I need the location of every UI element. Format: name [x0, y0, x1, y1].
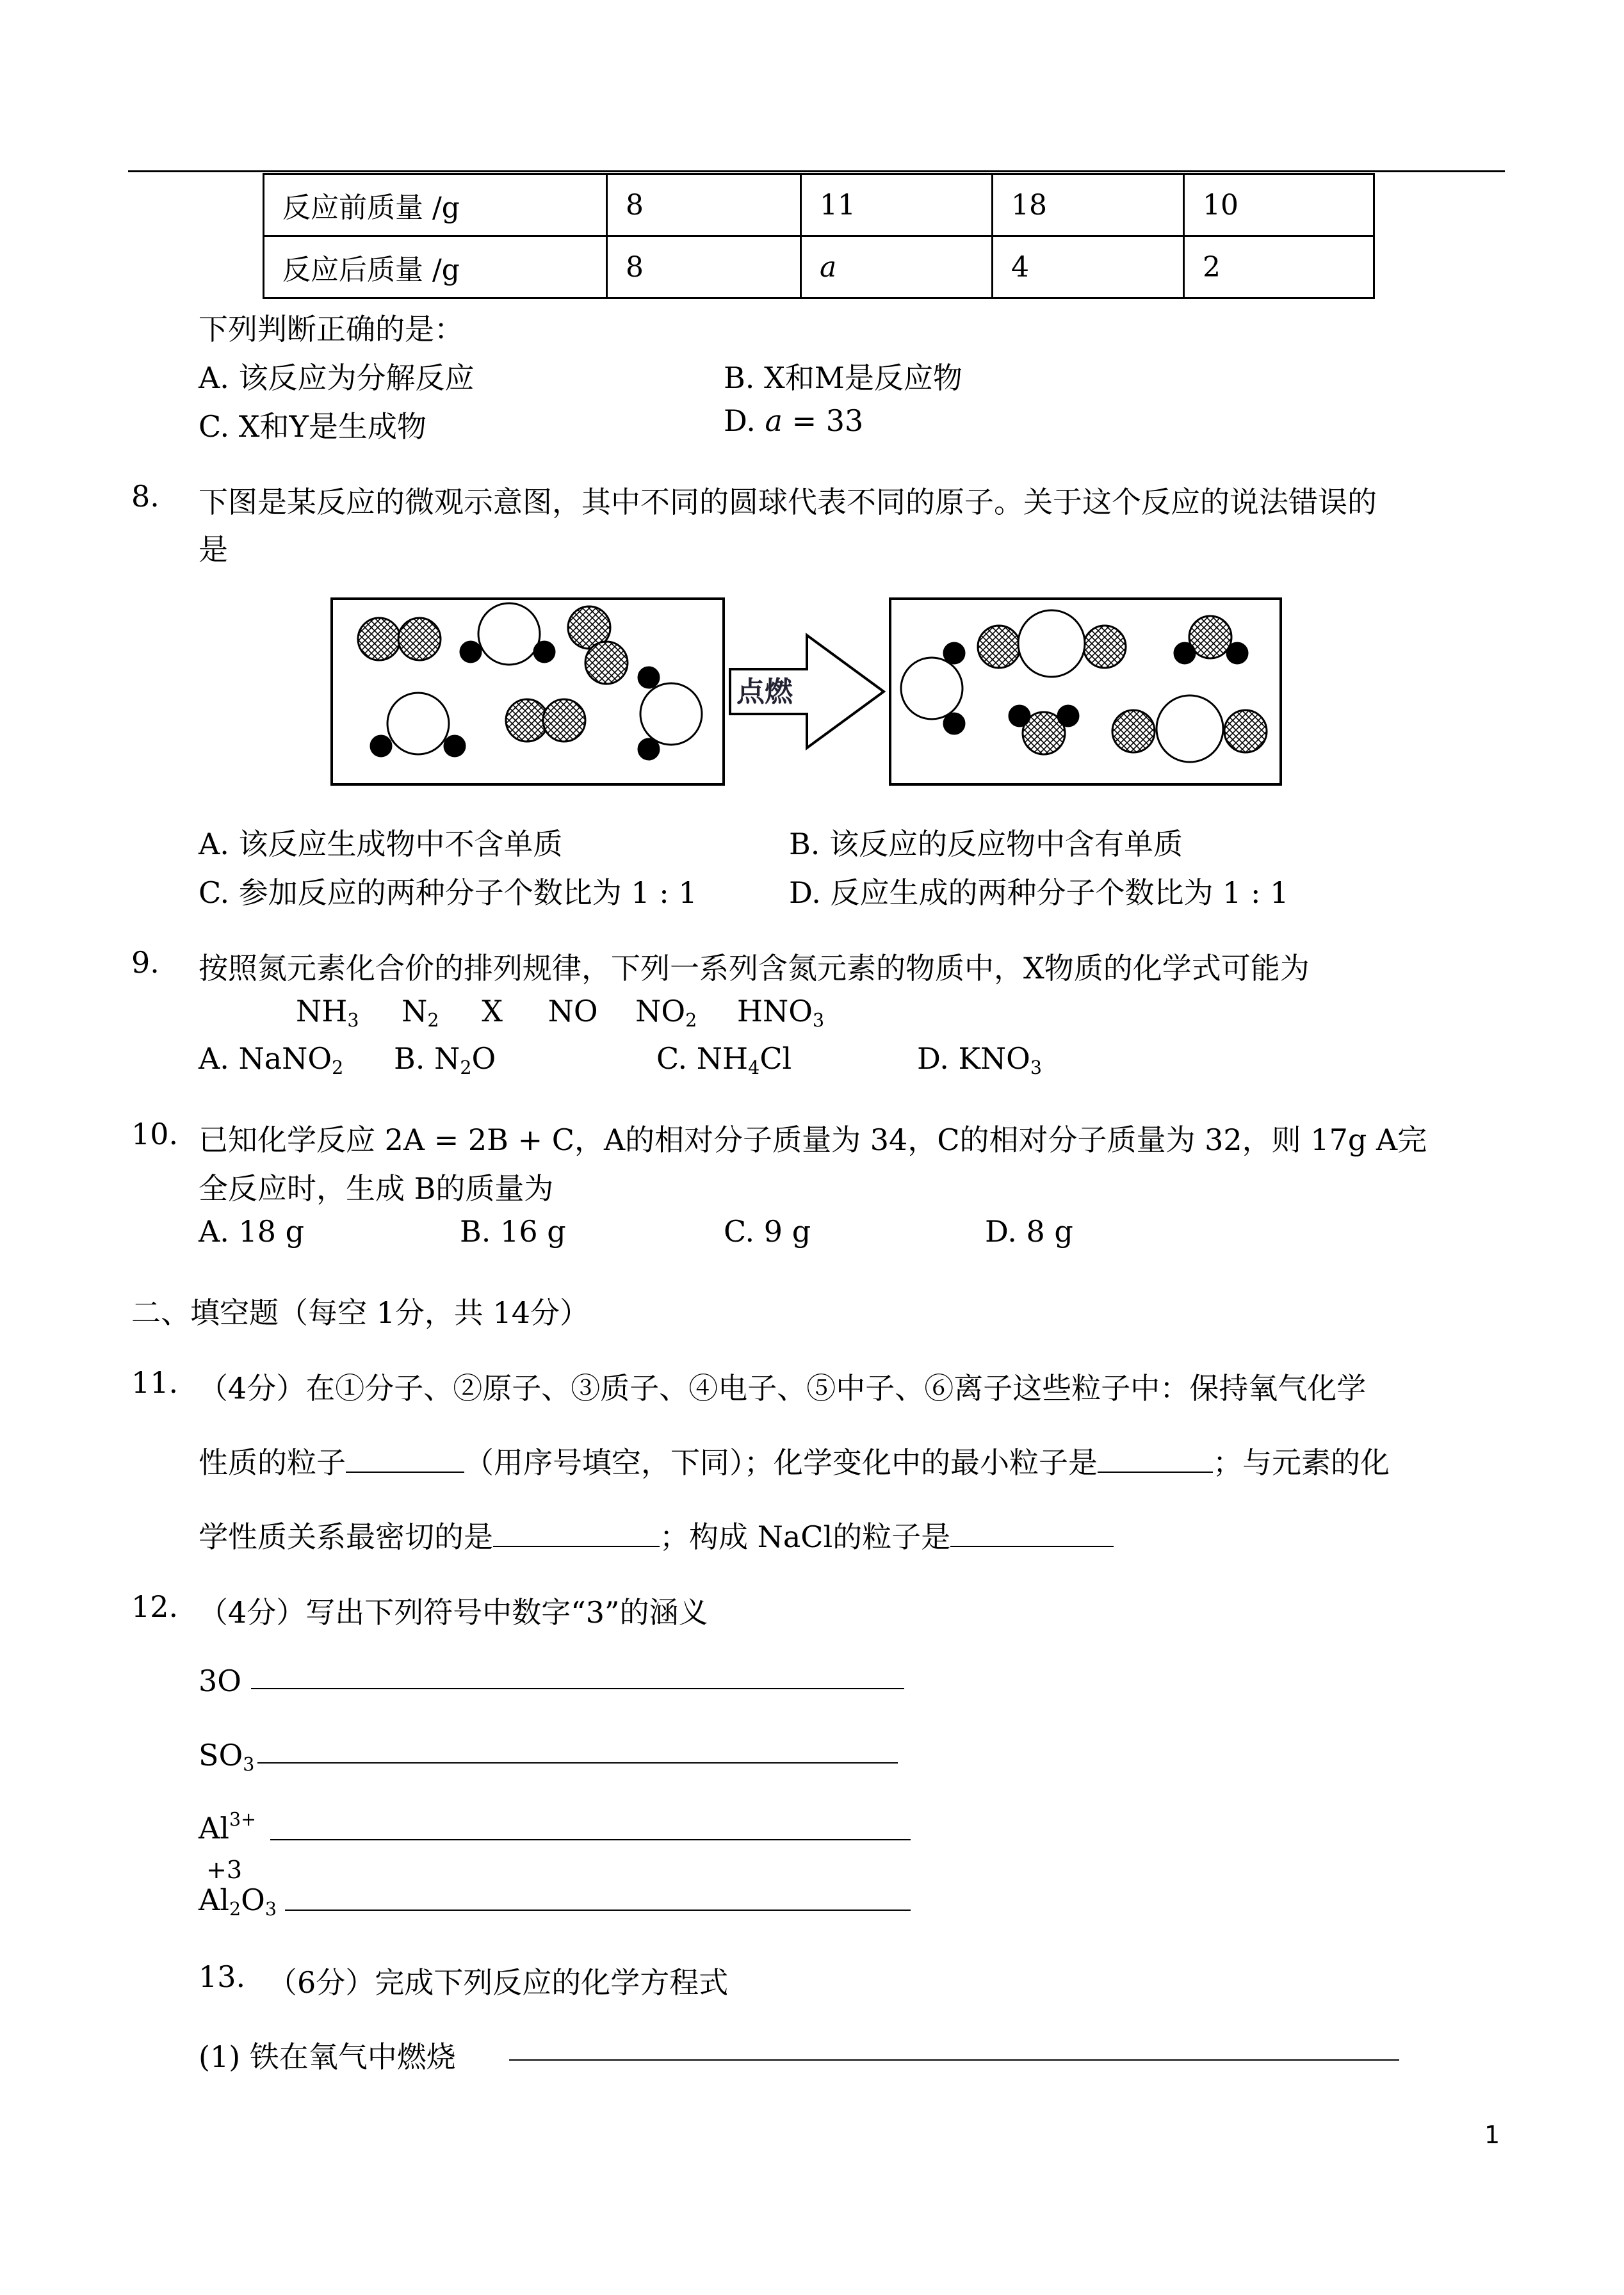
answer-blank-4[interactable] [950, 1523, 1114, 1547]
table-row [264, 236, 1374, 298]
q8-option-c: C. 参加反应的两种分子个数比为 1 : 1 [199, 875, 697, 910]
q12-text: （4分）写出下列符号中数字“3”的涵义 [199, 1595, 708, 1630]
q11-line3-part2: ；构成 NaCl的粒子是 [660, 1520, 951, 1554]
q7-option-d [724, 403, 863, 438]
answer-blank-2[interactable] [1098, 1448, 1213, 1473]
q10-text-line2: 全反应时，生成 B的质量为 [199, 1171, 554, 1206]
valence-mark: +3 [206, 1856, 243, 1884]
answer-line-al2o3[interactable] [285, 1886, 911, 1911]
table-cell: 4 [993, 236, 1184, 298]
q7-option-d-rest: = 33 [792, 403, 864, 438]
q9-option-a: A. NaNO$_2$ [199, 1041, 344, 1078]
q7-option-c: C. X和Y是生成物 [199, 409, 426, 444]
q7-option-d-var: a [765, 403, 783, 438]
symbol-al3plus: $Al^{3+}$ [199, 1809, 256, 1845]
table-cell: 11 [801, 174, 993, 236]
answer-line-so3[interactable] [257, 1739, 898, 1764]
q9-option-b: B. $N_2O$ [394, 1041, 496, 1078]
table-cell: a [801, 236, 993, 298]
symbol-3o: 3O [199, 1664, 241, 1698]
q11-line3-part1: 学性质关系最密切的是 [199, 1520, 493, 1554]
table-cell: 8 [607, 236, 801, 298]
q9-series [296, 994, 825, 1031]
mass-table [263, 173, 1375, 299]
page-number: 1 [1484, 2121, 1500, 2149]
symbol-so3: $SO_3$ [199, 1738, 255, 1775]
q7-option-b: B. X和M是反应物 [724, 361, 962, 395]
q11-text-line1: （4分）在①分子、②原子、③质子、④电子、⑤中子、⑥离子这些粒子中：保持氧气化学 [199, 1371, 1367, 1406]
q11-text-line3 [199, 1514, 1114, 1556]
q10-option-c: C. 9 g [724, 1214, 811, 1249]
table-cell: 2 [1184, 236, 1374, 298]
formula-n2: $N_2$ [402, 994, 439, 1031]
q10-option-a: A. 18 g [199, 1214, 305, 1249]
table-row [264, 174, 1374, 236]
answer-blank-1[interactable] [346, 1448, 464, 1473]
q8-text-line2: 是 [199, 532, 228, 567]
formula-no2: $NO_2$ [635, 994, 697, 1031]
table-cell: 18 [993, 174, 1184, 236]
q13-text: （6分）完成下列反应的化学方程式 [268, 1965, 729, 2000]
table-cell: 10 [1184, 174, 1374, 236]
q7-prompt: 下列判断正确的是： [199, 312, 464, 346]
q9-number: 9. [131, 945, 159, 980]
q10-option-d: D. 8 g [985, 1214, 1073, 1249]
formula-hno3: $HNO_3$ [736, 994, 825, 1031]
formula-x: X [482, 994, 503, 1028]
answer-line-q13-1[interactable] [509, 2036, 1399, 2061]
q9-option-d: D. $KNO_3$ [917, 1041, 1042, 1078]
table-cell: 反应后质量 /g [264, 236, 607, 298]
q11-line2-part1: 性质的粒子 [199, 1445, 346, 1480]
q11-number: 11. [131, 1365, 179, 1400]
q8-option-a: A. 该反应生成物中不含单质 [199, 827, 563, 861]
q13-item-1: (1) 铁在氧气中燃烧 [199, 2040, 456, 2074]
section-title: 二、填空题（每空 1分，共 14分） [131, 1295, 590, 1330]
q7-option-d-prefix: D. [724, 403, 756, 438]
reaction-diagram [320, 589, 1294, 794]
answer-blank-3[interactable] [493, 1523, 660, 1547]
q13-number: 13. [199, 1959, 246, 1994]
q11-line2-part3: ；与元素的化 [1213, 1445, 1390, 1480]
table-cell: 8 [607, 174, 801, 236]
q9-text: 按照氮元素化合价的排列规律，下列一系列含氮元素的物质中，X物质的化学式可能为 [199, 951, 1310, 985]
q12-number: 12. [131, 1589, 179, 1624]
q11-text-line2 [199, 1439, 1390, 1482]
q10-number: 10. [131, 1117, 179, 1151]
q11-line2-part2: （用序号填空，下同）；化学变化中的最小粒子是 [464, 1445, 1098, 1480]
symbol-al2o3: $Al_2O_3$ [199, 1883, 277, 1920]
q8-option-d: D. 反应生成的两种分子个数比为 1 : 1 [789, 875, 1289, 910]
q10-text-line1: 已知化学反应 2A = 2B + C，A的相对分子质量为 34，C的相对分子质量为 32，则 17g A完 [199, 1123, 1427, 1157]
formula-no: NO [548, 994, 598, 1028]
q9-option-c: C. $NH_4Cl$ [656, 1041, 792, 1078]
answer-line-3o[interactable] [251, 1665, 904, 1689]
header-rule [128, 170, 1505, 172]
q8-text-line1: 下图是某反应的微观示意图，其中不同的圆球代表不同的原子。关于这个反应的说法错误的 [199, 485, 1377, 519]
table-cell: 反应前质量 /g [264, 174, 607, 236]
q10-option-b: B. 16 g [460, 1214, 566, 1249]
q7-option-a: A. 该反应为分解反应 [199, 361, 475, 395]
answer-line-al3plus[interactable] [270, 1816, 911, 1840]
q8-number: 8. [131, 479, 159, 514]
ignition-label: 点燃 [736, 676, 793, 708]
q8-option-b: B. 该反应的反应物中含有单质 [789, 827, 1183, 861]
formula-nh3: $NH_3$ [296, 994, 359, 1031]
